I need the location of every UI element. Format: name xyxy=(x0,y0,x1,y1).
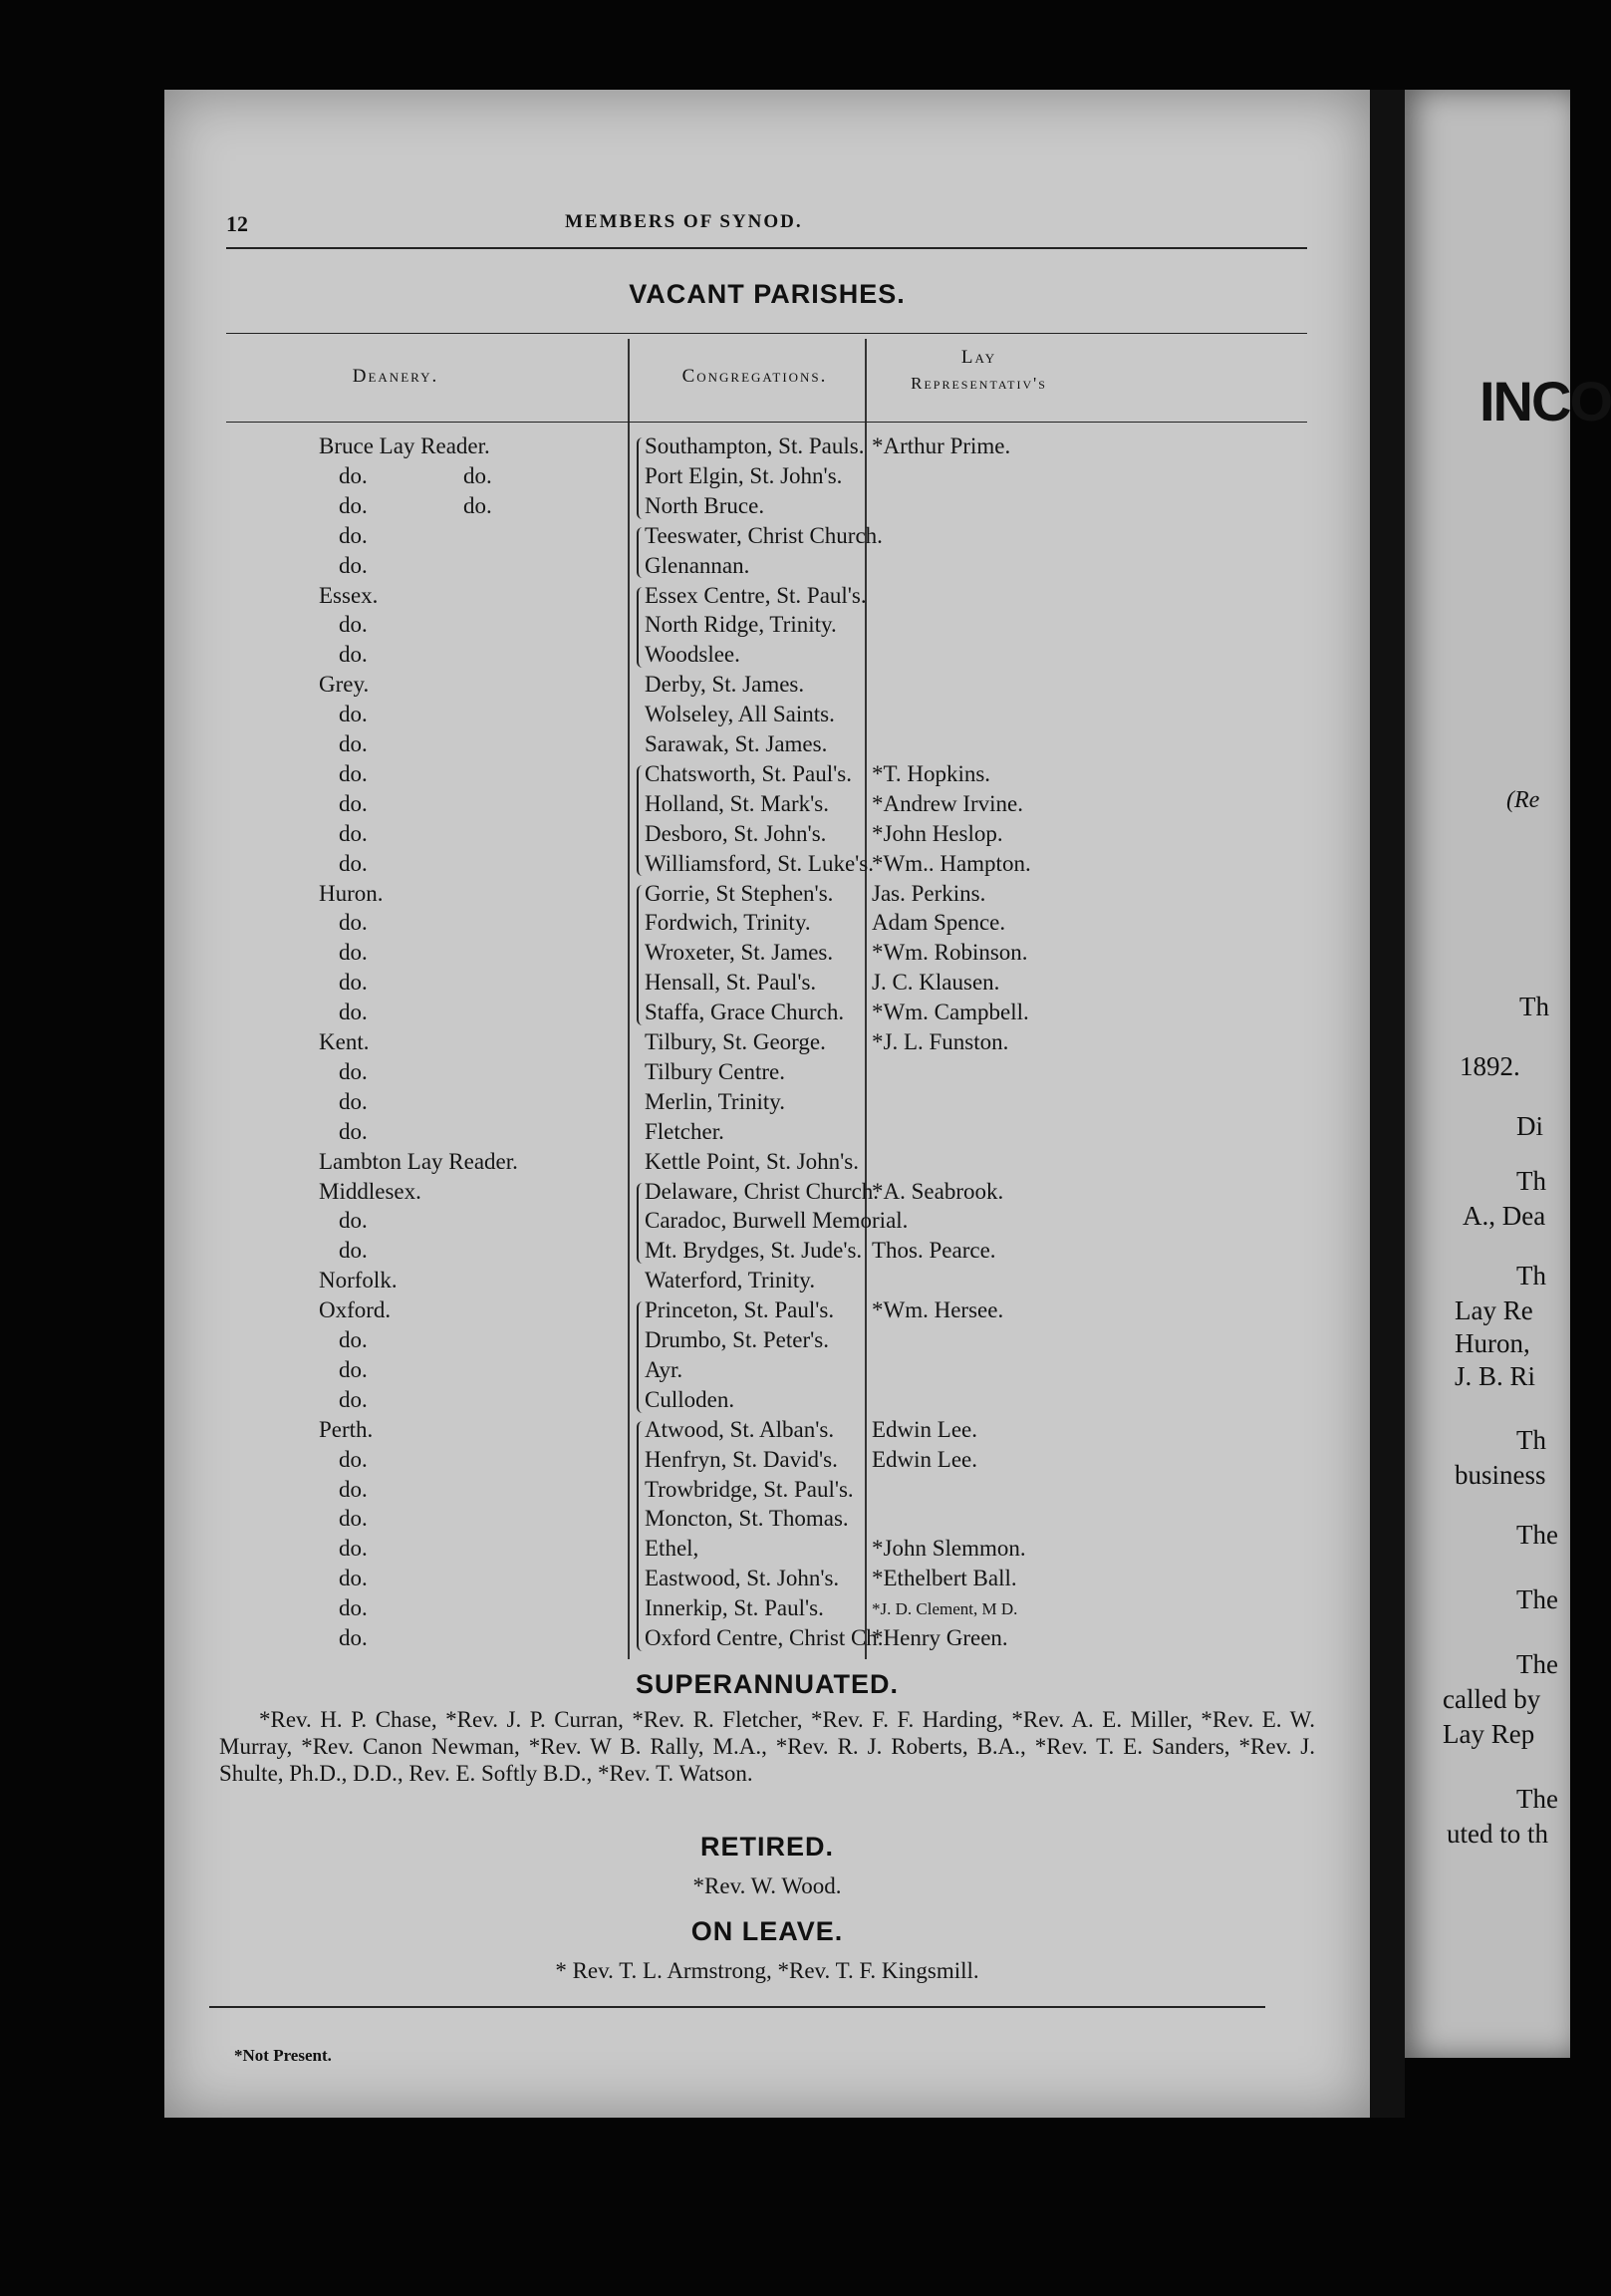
deanery-cell: do. xyxy=(339,1058,368,1084)
section-title: VACANT PARISHES. xyxy=(629,279,906,309)
table-row xyxy=(164,1477,1370,1504)
table-row xyxy=(164,702,1370,728)
group-brace xyxy=(637,1301,644,1413)
table-row xyxy=(164,1059,1370,1086)
right-page-line: called by xyxy=(1443,1684,1541,1714)
lay-representative-cell: *Wm. Hersee. xyxy=(872,1297,1004,1323)
deanery-cell: do. xyxy=(339,910,368,936)
deanery-cell: Middlesex. xyxy=(319,1178,421,1204)
lay-representative-cell: Thos. Pearce. xyxy=(872,1238,996,1264)
deanery-cell: Huron. xyxy=(319,880,384,906)
deanery-cell: do. xyxy=(339,1595,368,1621)
deanery-cell: do. xyxy=(339,1118,368,1144)
congregation-cell: Merlin, Trinity. xyxy=(645,1088,786,1114)
deanery-cell: do. xyxy=(339,1566,368,1591)
table-row xyxy=(164,433,1370,460)
book-gutter xyxy=(1370,90,1405,2118)
table-row xyxy=(164,583,1370,610)
deanery-cell: Bruce Lay Reader. xyxy=(319,433,490,458)
table-row xyxy=(164,791,1370,818)
congregation-cell: Williamsford, St. Luke's. xyxy=(645,850,874,876)
table-row xyxy=(164,970,1370,997)
deanery-cell: do. xyxy=(339,820,368,846)
congregation-cell: Tilbury Centre. xyxy=(645,1058,785,1084)
table-row xyxy=(164,821,1370,848)
table-row xyxy=(164,761,1370,788)
running-title: MEMBERS OF SYNOD. xyxy=(565,211,803,232)
deanery-cell: do. xyxy=(339,760,368,786)
congregation-cell: Waterford, Trinity. xyxy=(645,1268,816,1293)
right-page-line: Th xyxy=(1519,992,1549,1021)
deanery-cell: Perth. xyxy=(319,1416,374,1442)
table-row xyxy=(164,1625,1370,1652)
lay-representative-cell: *Henry Green. xyxy=(872,1625,1008,1650)
congregation-cell: Holland, St. Mark's. xyxy=(645,790,829,816)
deanery-cell: do. xyxy=(339,462,368,488)
table-row xyxy=(164,1327,1370,1354)
lay-representative-cell: *Wm. Campbell. xyxy=(872,1000,1029,1025)
table-row xyxy=(164,881,1370,908)
congregation-cell: Fletcher. xyxy=(645,1118,724,1144)
table-row xyxy=(164,1208,1370,1235)
table-row xyxy=(164,493,1370,520)
lay-representative-cell: Jas. Perkins. xyxy=(872,880,986,906)
table-row xyxy=(164,672,1370,699)
congregation-cell: Wolseley, All Saints. xyxy=(645,702,835,727)
congregation-cell: Fordwich, Trinity. xyxy=(645,910,811,936)
lay-representative-cell: *John Slemmon. xyxy=(872,1536,1026,1562)
congregation-cell: Glenannan. xyxy=(645,552,750,578)
right-page-line: Th xyxy=(1516,1166,1546,1196)
deanery-cell: do. xyxy=(339,970,368,996)
congregation-cell: Chatsworth, St. Paul's. xyxy=(645,760,852,786)
congregation-cell: Caradoc, Burwell Memorial. xyxy=(645,1208,909,1234)
congregation-cell: Woodslee. xyxy=(645,642,740,668)
deanery-cell: do. xyxy=(339,1386,368,1412)
congregation-cell: Ethel, xyxy=(645,1536,699,1562)
table-row xyxy=(164,1119,1370,1146)
column-header-congregations: Congregations. xyxy=(681,366,828,387)
congregation-cell: Tilbury, St. George. xyxy=(645,1029,826,1054)
table-row xyxy=(164,1029,1370,1056)
congregation-cell: Moncton, St. Thomas. xyxy=(645,1506,849,1532)
deanery-cell: do. xyxy=(339,522,368,548)
congregation-cell: North Bruce. xyxy=(645,492,765,518)
table-row xyxy=(164,1179,1370,1206)
deanery-cell: Oxford. xyxy=(319,1297,392,1323)
table-row xyxy=(164,1297,1370,1324)
congregation-cell: Ayr. xyxy=(645,1356,683,1382)
lay-representative-cell: *J. D. Clement, M D. xyxy=(872,1599,1018,1619)
footer-rule xyxy=(209,2006,1265,2008)
deanery-cell: do. xyxy=(339,1446,368,1472)
deanery-cell: Lambton Lay Reader. xyxy=(319,1148,518,1174)
deanery-cell: do. xyxy=(339,1088,368,1114)
table-row xyxy=(164,523,1370,550)
right-page-line: INCO xyxy=(1479,370,1611,432)
deanery-cell: do. xyxy=(339,1506,368,1532)
table-row xyxy=(164,1000,1370,1026)
page-number: 12 xyxy=(226,211,248,236)
header-underline xyxy=(226,422,1307,423)
right-page-line: The xyxy=(1516,1584,1558,1614)
lay-representative-cell: Edwin Lee. xyxy=(872,1446,978,1472)
table-row xyxy=(164,731,1370,758)
deanery-cell: do. xyxy=(339,1000,368,1025)
deanery-cell: do. xyxy=(339,1327,368,1352)
left-page xyxy=(164,90,1370,2118)
lay-representative-cell: *Ethelbert Ball. xyxy=(872,1566,1017,1591)
right-page-line: Th xyxy=(1516,1261,1546,1291)
deanery-cell: do. xyxy=(339,940,368,966)
deanery-cell: Kent. xyxy=(319,1029,370,1054)
congregation-cell: Southampton, St. Pauls. xyxy=(645,433,865,458)
lay-representative-cell: Adam Spence. xyxy=(872,910,1006,936)
right-page xyxy=(1405,90,1611,2058)
table-row xyxy=(164,1566,1370,1592)
deanery-cell: do. xyxy=(339,492,368,518)
congregation-cell: Kettle Point, St. John's. xyxy=(645,1148,859,1174)
retired-list: *Rev. W. Wood. xyxy=(692,1873,842,1898)
deanery-cell-secondary: do. xyxy=(463,462,492,488)
table-row xyxy=(164,612,1370,639)
table-row xyxy=(164,553,1370,580)
congregation-cell: Culloden. xyxy=(645,1386,735,1412)
deanery-cell: do. xyxy=(339,850,368,876)
lay-representative-cell: *T. Hopkins. xyxy=(872,760,991,786)
table-row xyxy=(164,463,1370,490)
deanery-cell: Grey. xyxy=(319,672,370,698)
congregation-cell: Oxford Centre, Christ Ch. xyxy=(645,1625,884,1650)
congregation-cell: Wroxeter, St. James. xyxy=(645,940,834,966)
group-brace xyxy=(637,765,644,877)
group-brace xyxy=(637,1421,644,1651)
congregation-cell: Drumbo, St. Peter's. xyxy=(645,1327,829,1352)
deanery-cell: do. xyxy=(339,1476,368,1502)
table-row xyxy=(164,1447,1370,1474)
congregation-cell: Henfryn, St. David's. xyxy=(645,1446,838,1472)
right-page-line: 1892. xyxy=(1460,1051,1520,1081)
table-row xyxy=(164,910,1370,937)
group-brace xyxy=(637,587,644,669)
deanery-cell-secondary: do. xyxy=(463,492,492,518)
superannuated-list: *Rev. H. P. Chase, *Rev. J. P. Curran, *Rev. R. Fletcher, *Rev. F. F. Harding, *Rev. A. E. Miller, *Rev. E. W. Murray, *Rev. Canon Newman, *Rev. W B. Rally, M.A., *Rev. R. J. Roberts, B.A., *Rev. T. E. Sanders, *Rev. J. Shulte, Ph.D., D.D., Rev. E. Softly B.D., *Rev. T. Watson. xyxy=(219,1707,1315,1786)
table-row xyxy=(164,851,1370,878)
right-page-line: Th xyxy=(1516,1425,1546,1455)
congregation-cell: North Ridge, Trinity. xyxy=(645,612,837,638)
deanery-cell: Norfolk. xyxy=(319,1268,398,1293)
group-brace xyxy=(637,1183,644,1265)
table-row xyxy=(164,1387,1370,1414)
table-row xyxy=(164,642,1370,669)
congregation-cell: Staffa, Grace Church. xyxy=(645,1000,845,1025)
deanery-cell: do. xyxy=(339,702,368,727)
right-page-line: uted to th xyxy=(1447,1819,1548,1849)
group-brace xyxy=(637,437,644,519)
table-row xyxy=(164,1595,1370,1622)
table-top-rule xyxy=(226,333,1307,334)
congregation-cell: Gorrie, St Stephen's. xyxy=(645,880,834,906)
congregation-cell: Trowbridge, St. Paul's. xyxy=(645,1476,854,1502)
table-row xyxy=(164,1089,1370,1116)
lay-representative-cell: *J. L. Funston. xyxy=(872,1029,1009,1054)
congregation-cell: Delaware, Christ Church. xyxy=(645,1178,880,1204)
congregation-cell: Eastwood, St. John's. xyxy=(645,1566,840,1591)
retired-title: RETIRED. xyxy=(699,1832,834,1862)
column-header-lay-line2: Representativ's xyxy=(911,374,1047,393)
lay-representative-cell: Edwin Lee. xyxy=(872,1416,978,1442)
right-page-line: Lay Re xyxy=(1455,1295,1533,1325)
deanery-cell: do. xyxy=(339,1238,368,1264)
congregation-cell: Hensall, St. Paul's. xyxy=(645,970,817,996)
lay-representative-cell: *Wm. Robinson. xyxy=(872,940,1028,966)
lay-representative-cell: *A. Seabrook. xyxy=(872,1178,1004,1204)
deanery-cell: do. xyxy=(339,1625,368,1650)
table-row xyxy=(164,1417,1370,1444)
right-page-line: J. B. Ri xyxy=(1455,1361,1536,1391)
table-row xyxy=(164,1536,1370,1563)
deanery-cell: do. xyxy=(339,1208,368,1234)
congregation-cell: Essex Centre, St. Paul's. xyxy=(645,582,867,608)
on-leave-title: ON LEAVE. xyxy=(690,1916,844,1946)
congregation-cell: Port Elgin, St. John's. xyxy=(645,462,843,488)
column-header-lay-line1: Lay xyxy=(960,347,997,368)
table-row xyxy=(164,1357,1370,1384)
right-page-line: Lay Rep xyxy=(1443,1719,1535,1749)
lay-representative-cell: *Andrew Irvine. xyxy=(872,790,1024,816)
footnote: *Not Present. xyxy=(234,2046,332,2065)
congregation-cell: Atwood, St. Alban's. xyxy=(645,1416,835,1442)
on-leave-list: * Rev. T. L. Armstrong, *Rev. T. F. Kingsmill. xyxy=(555,1958,979,1983)
right-page-line: The xyxy=(1516,1784,1558,1814)
deanery-cell: Essex. xyxy=(319,582,379,608)
deanery-cell: do. xyxy=(339,1536,368,1562)
table-row xyxy=(164,940,1370,967)
right-page-line: Di xyxy=(1516,1111,1543,1141)
right-page-line: Huron, xyxy=(1455,1328,1530,1358)
group-brace xyxy=(637,885,644,1026)
deanery-cell: do. xyxy=(339,612,368,638)
right-page-line: (Re xyxy=(1506,787,1540,813)
lay-representative-cell: *John Heslop. xyxy=(872,820,1003,846)
table-row xyxy=(164,1149,1370,1176)
header-rule xyxy=(226,247,1307,249)
congregation-cell: Innerkip, St. Paul's. xyxy=(645,1595,824,1621)
table-row xyxy=(164,1268,1370,1294)
column-header-deanery: Deanery. xyxy=(352,366,439,387)
lay-representative-cell: J. C. Klausen. xyxy=(872,970,1000,996)
lay-representative-cell: *Arthur Prime. xyxy=(872,433,1011,458)
superannuated-title: SUPERANNUATED. xyxy=(635,1669,899,1699)
right-page-line: The xyxy=(1516,1520,1558,1550)
congregation-cell: Sarawak, St. James. xyxy=(645,731,828,756)
group-brace xyxy=(637,527,644,579)
congregation-cell: Teeswater, Christ Church. xyxy=(645,522,883,548)
congregation-cell: Derby, St. James. xyxy=(645,672,805,698)
right-page-line: business xyxy=(1455,1460,1546,1490)
deanery-cell: do. xyxy=(339,552,368,578)
lay-representative-cell: *Wm.. Hampton. xyxy=(872,850,1031,876)
table-row xyxy=(164,1238,1370,1265)
right-page-line: The xyxy=(1516,1649,1558,1679)
right-page-line: A., Dea xyxy=(1463,1201,1546,1231)
deanery-cell: do. xyxy=(339,642,368,668)
deanery-cell: do. xyxy=(339,1356,368,1382)
deanery-cell: do. xyxy=(339,731,368,756)
congregation-cell: Mt. Brydges, St. Jude's. xyxy=(645,1238,863,1264)
table-row xyxy=(164,1506,1370,1533)
deanery-cell: do. xyxy=(339,790,368,816)
congregation-cell: Desboro, St. John's. xyxy=(645,820,827,846)
congregation-cell: Princeton, St. Paul's. xyxy=(645,1297,835,1323)
